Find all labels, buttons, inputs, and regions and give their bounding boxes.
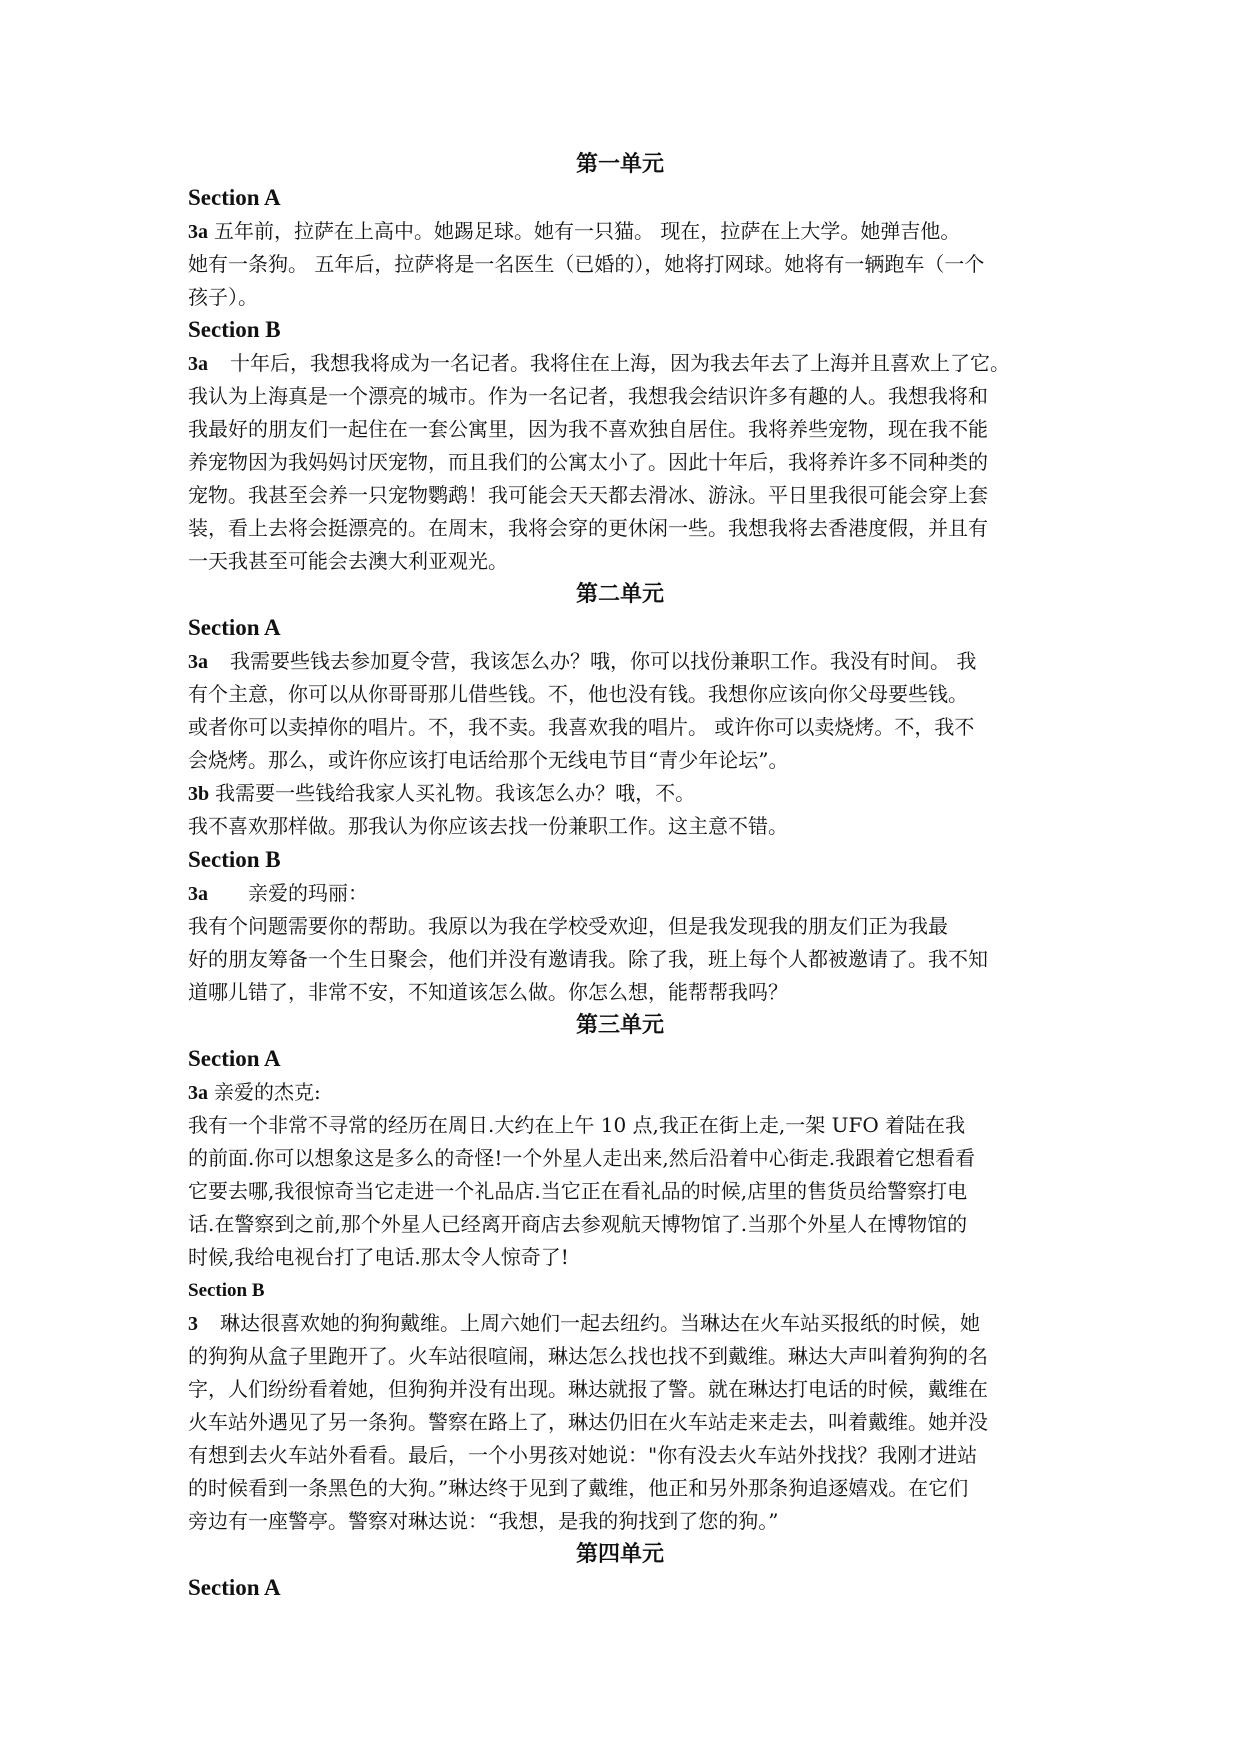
unit4-title: 第四单元 bbox=[575, 1541, 664, 1567]
unit1-b-line-4: 养宠物因为我妈妈讨厌宠物，而且我们的公寓太小了。因此十年后，我将养许多不同种类的 bbox=[188, 450, 988, 474]
unit3-b-line-1: 3 琳达很喜欢她的狗狗戴维。上周六她们一起去纽约。当琳达在火车站买报纸的时候，她 bbox=[188, 1311, 980, 1335]
unit3-b-line-4: 火车站外遇见了另一条狗。警察在路上了，琳达仍旧在火车站走来走去，叫着戴维。她并没 bbox=[188, 1410, 988, 1434]
unit2-a-line-1: 3a 我需要些钱去参加夏令营，我该怎么办？哦，你可以找份兼职工作。我没有时间。 我 bbox=[188, 649, 977, 673]
unit4-section-a-heading: Section A bbox=[188, 1575, 281, 1600]
unit3-a-line-3: 它要去哪,我很惊奇当它走进一个礼品店.当它正在看礼品的时候,店里的售货员给警察打电 bbox=[188, 1179, 968, 1203]
unit3-a-line-1: 我有一个非常不寻常的经历在周日.大约在上午 10 点,我正在街上走,一架 UFO 着陆在我 bbox=[188, 1113, 966, 1137]
unit3-a-line-4: 话.在警察到之前,那个外星人已经离开商店去参观航天博物馆了.当那个外星人在博物馆的 bbox=[188, 1212, 968, 1236]
unit3-section-a-heading: Section A bbox=[188, 1046, 281, 1071]
unit2-b-line-3: 道哪儿错了，非常不安，不知道该怎么做。你怎么想，能帮帮我吗？ bbox=[188, 980, 788, 1004]
unit2-b-line-2: 好的朋友筹备一个生日聚会，他们并没有邀请我。除了我，班上每个人都被邀请了。我不知 bbox=[188, 947, 988, 971]
unit2-a-3b-line-1: 3b 我需要一些钱给我家人买礼物。我该怎么办？哦，不。 bbox=[188, 781, 696, 805]
unit2-section-a-heading: Section A bbox=[188, 615, 281, 640]
unit1-b-line-7: 一天我甚至可能会去澳大利亚观光。 bbox=[188, 549, 508, 573]
unit2-a-3b-line-2: 我不喜欢那样做。那我认为你应该去找一份兼职工作。这主意不错。 bbox=[188, 814, 788, 838]
unit3-b-line-6: 的时候看到一条黑色的大狗。”琳达终于见到了戴维，他正和另外那条狗追逐嬉戏。在它们 bbox=[188, 1476, 969, 1500]
exercise-label: 3a bbox=[188, 651, 208, 673]
exercise-label: 3a bbox=[188, 883, 208, 905]
unit2-b-greeting: 3a 亲爱的玛丽： bbox=[188, 881, 368, 905]
unit2-a-line-4: 会烧烤。那么，或许你应该打电话给那个无线电节目“青少年论坛”。 bbox=[188, 748, 789, 772]
unit3-a-greeting: 3a 亲爱的杰克: bbox=[188, 1080, 321, 1104]
unit1-a-line-3: 孩子）。 bbox=[188, 285, 258, 309]
unit1-section-a-heading: Section A bbox=[188, 185, 281, 210]
unit1-title: 第一单元 bbox=[575, 151, 664, 177]
unit3-a-line-2: 的前面.你可以想象这是多么的奇怪!一个外星人走出来,然后沿着中心街走.我跟着它想看看 bbox=[188, 1146, 976, 1170]
exercise-label: 3a bbox=[188, 221, 208, 243]
exercise-label: 3a bbox=[188, 1082, 208, 1104]
unit2-b-line-1: 我有个问题需要你的帮助。我原以为我在学校受欢迎，但是我发现我的朋友们正为我最 bbox=[188, 914, 948, 938]
unit3-b-line-5: 有想到去火车站外看看。最后，一个小男孩对她说："你有没去火车站外找找？我刚才进站 bbox=[188, 1443, 978, 1467]
exercise-label: 3a bbox=[188, 353, 208, 375]
unit1-b-line-2: 我认为上海真是一个漂亮的城市。作为一名记者，我想我会结识许多有趣的人。我想我将和 bbox=[188, 384, 988, 408]
unit3-title: 第三单元 bbox=[575, 1012, 664, 1038]
unit1-b-line-1: 3a 十年后，我想我将成为一名记者。我将住在上海，因为我去年去了上海并且喜欢上了它。 bbox=[188, 351, 1010, 375]
unit1-section-b-heading: Section B bbox=[188, 317, 281, 342]
unit1-b-line-5: 宠物。我甚至会养一只宠物鹦鹉！我可能会天天都去滑冰、游泳。平日里我很可能会穿上套 bbox=[188, 483, 988, 507]
unit1-a-line-2: 她有一条狗。 五年后，拉萨将是一名医生（已婚的），她将打网球。她将有一辆跑车（一个 bbox=[188, 252, 985, 276]
unit1-b-line-6: 装，看上去将会挺漂亮的。在周末，我将会穿的更休闲一些。我想我将去香港度假，并且有 bbox=[188, 516, 988, 540]
unit1-b-line-3: 我最好的朋友们一起住在一套公寓里，因为我不喜欢独自居住。我将养些宠物，现在我不能 bbox=[188, 417, 988, 441]
unit3-section-b-heading: Section B bbox=[188, 1280, 265, 1301]
unit3-b-line-3: 字，人们纷纷看着她，但狗狗并没有出现。琳达就报了警。就在琳达打电话的时候，戴维在 bbox=[188, 1377, 988, 1401]
unit2-a-line-3: 或者你可以卖掉你的唱片。不，我不卖。我喜欢我的唱片。 或许你可以卖烧烤。不，我不 bbox=[188, 715, 975, 739]
unit2-a-line-2: 有个主意，你可以从你哥哥那儿借些钱。不，他也没有钱。我想你应该向你父母要些钱。 bbox=[188, 682, 968, 706]
exercise-label: 3b bbox=[188, 783, 210, 805]
unit3-a-line-5: 时候,我给电视台打了电话.那太令人惊奇了! bbox=[188, 1245, 569, 1269]
exercise-label: 3 bbox=[188, 1313, 198, 1335]
unit2-section-b-heading: Section B bbox=[188, 847, 281, 872]
unit2-title: 第二单元 bbox=[575, 581, 664, 607]
unit1-a-line-1: 3a 五年前，拉萨在上高中。她踢足球。她有一只猫。 现在，拉萨在上大学。她弹吉他。 bbox=[188, 219, 961, 243]
unit3-b-line-7: 旁边有一座警亭。警察对琳达说：“我想，是我的狗找到了您的狗。” bbox=[188, 1509, 779, 1533]
unit3-b-line-2: 的狗狗从盒子里跑开了。火车站很喧闹，琳达怎么找也找不到戴维。琳达大声叫着狗狗的名 bbox=[188, 1344, 988, 1368]
